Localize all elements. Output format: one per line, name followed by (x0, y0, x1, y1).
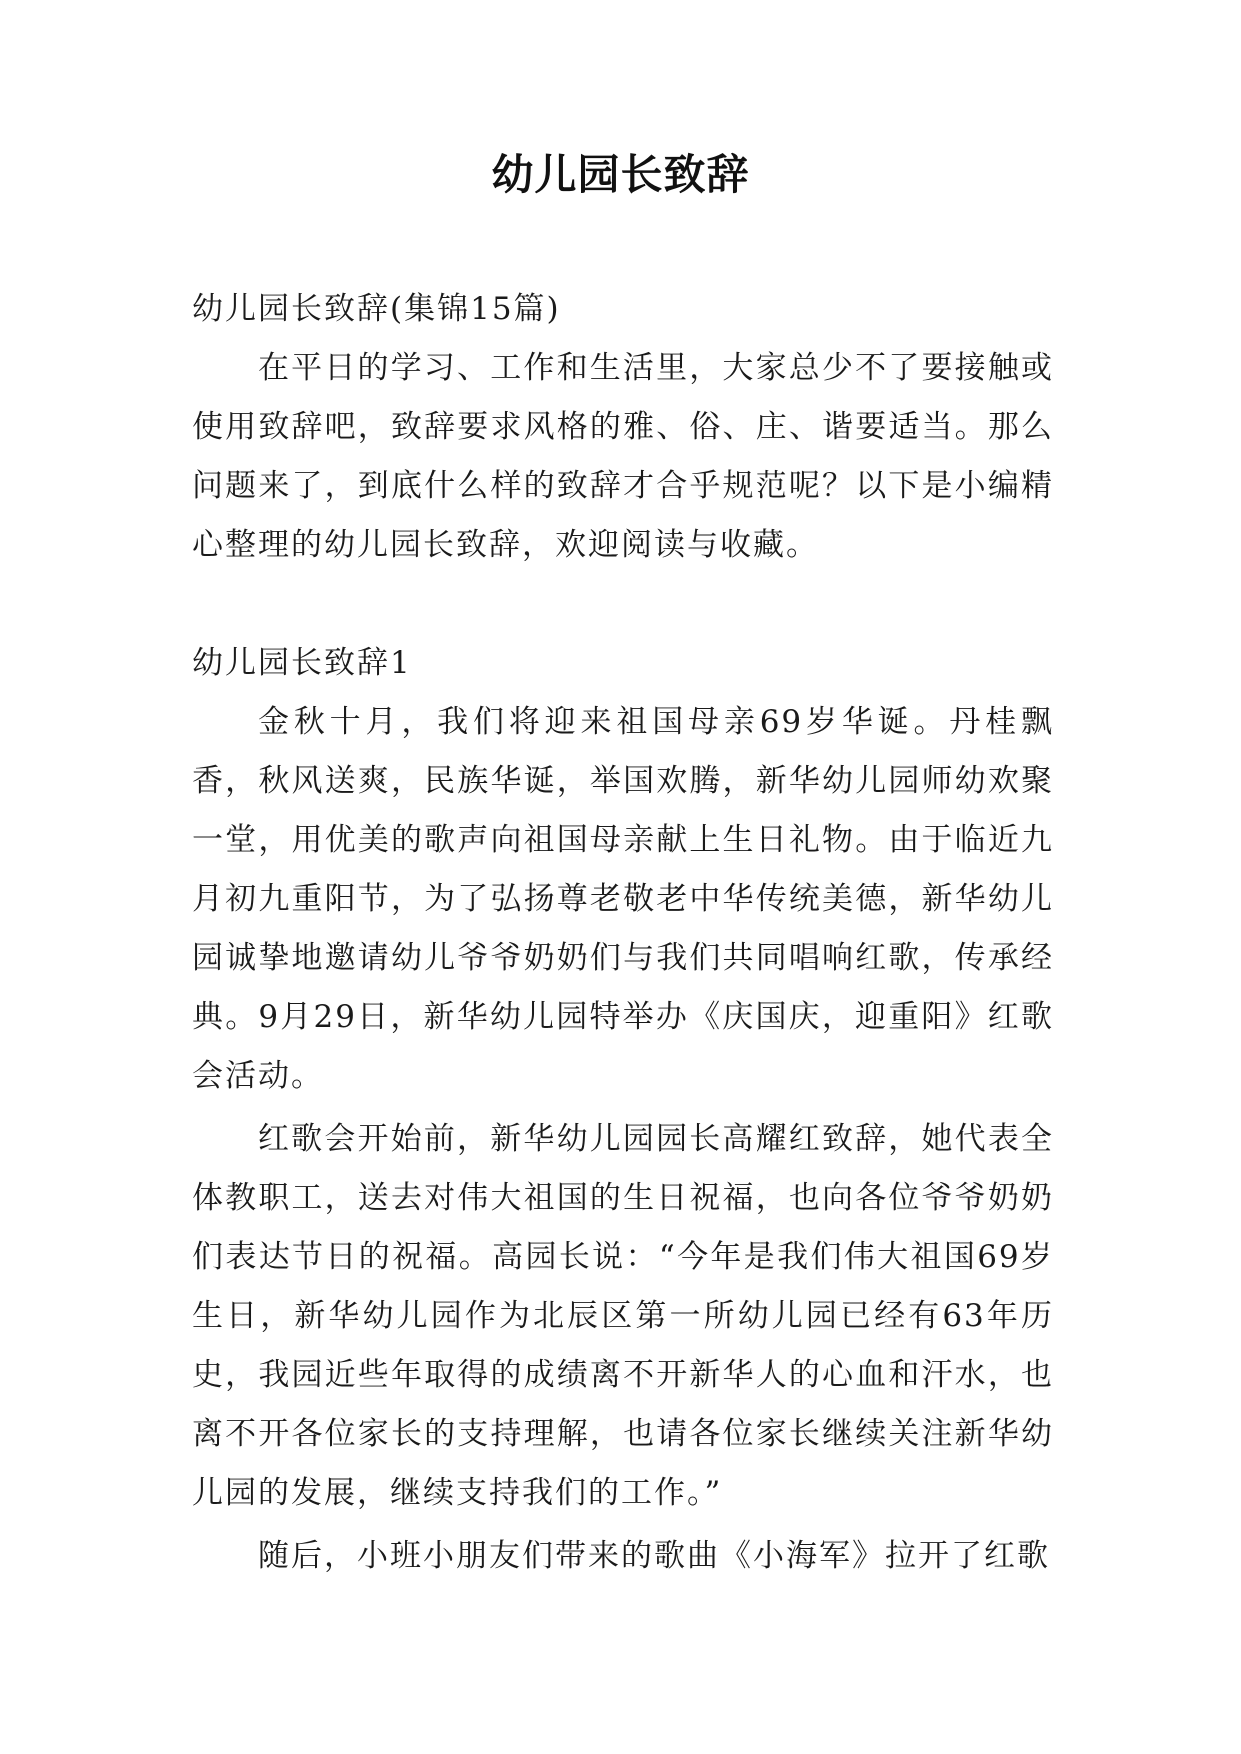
section-paragraph: 金秋十月，我们将迎来祖国母亲69岁华诞。丹桂飘香，秋风送爽，民族华诞，举国欢腾，新华幼儿园师幼欢聚一堂，用优美的歌声向祖国母亲献上生日礼物。由于临近九月初九重阳节，为了弘扬尊老敬老中华传统美德，新华幼儿园诚挚地邀请幼儿爷爷奶奶们与我们共同唱响红歌，传承经典。9月29日，新华幼儿园特举办《庆国庆，迎重阳》红歌会活动。 (192, 704, 1054, 1094)
document-body (192, 280, 1054, 1586)
section-spacer (192, 575, 1054, 634)
section-paragraph: 红歌会开始前，新华幼儿园园长高耀红致辞，她代表全体教职工，送去对伟大祖国的生日祝福，也向各位爷爷奶奶们表达节日的祝福。高园长说：“今年是我们伟大祖国69岁生日，新华幼儿园作为北辰区第一所幼儿园已经有63年历史，我园近些年取得的成绩离不开新华人的心血和汗水，也离不开各位家长的支持理解，也请各位家长继续关注新华幼儿园的发展，继续支持我们的工作。” (192, 1121, 1054, 1511)
document-subtitle: 幼儿园长致辞(集锦15篇) (192, 291, 561, 327)
section-paragraph: 随后，小班小朋友们带来的歌曲《小海军》拉开了红歌 (258, 1538, 1050, 1574)
document-title: 幼儿园长致辞 (491, 150, 750, 199)
section-heading: 幼儿园长致辞1 (192, 645, 412, 681)
intro-paragraph: 在平日的学习、工作和生活里，大家总少不了要接触或使用致辞吧，致辞要求风格的雅、俗、庄、谐要适当。那么问题来了，到底什么样的致辞才合乎规范呢？以下是小编精心整理的幼儿园长致辞，欢迎阅读与收藏。 (192, 350, 1054, 563)
